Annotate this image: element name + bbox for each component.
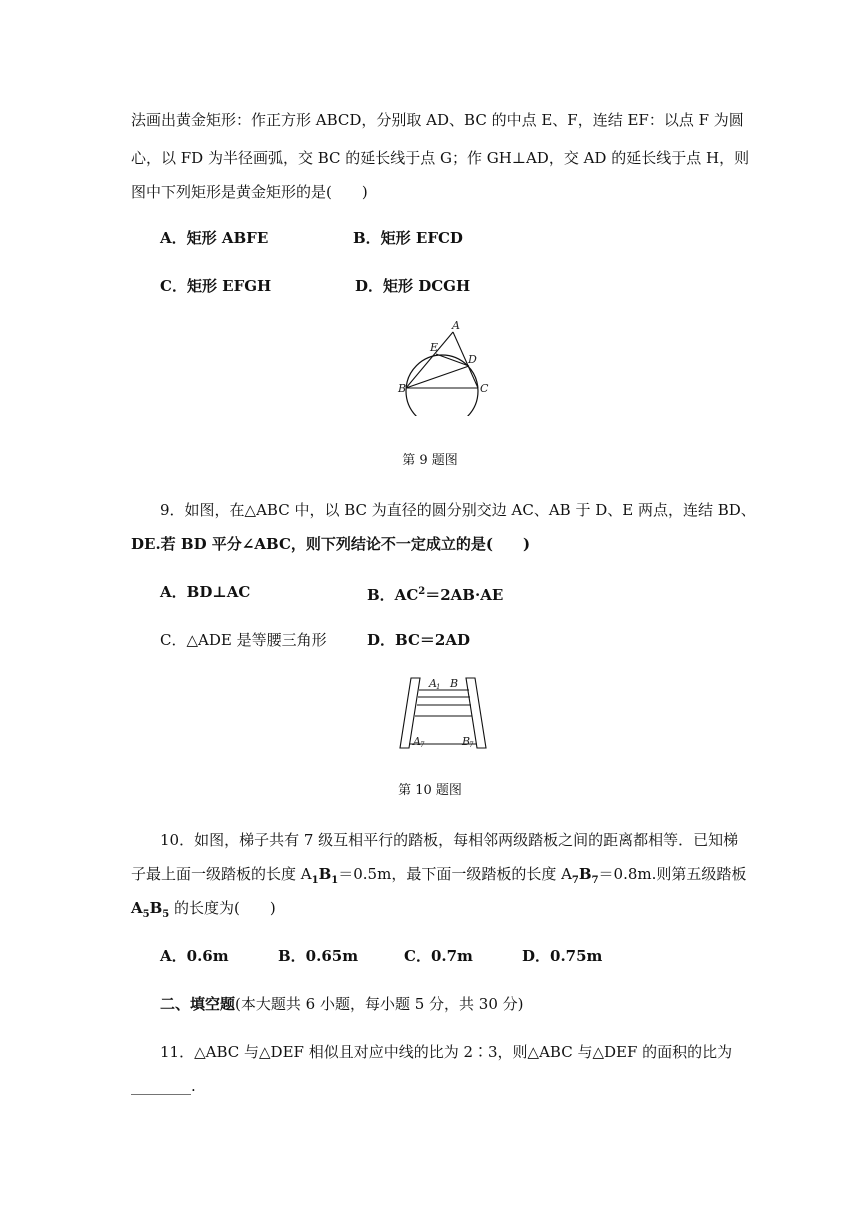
fig10-sub-a7: 7: [420, 741, 425, 749]
figure-10: [398, 676, 490, 754]
q10-option-d: D．0.75m: [522, 947, 603, 965]
fig9-label-b: B: [398, 382, 407, 395]
q10-line-1: 10．如图，梯子共有 7 级互相平行的踏板，每相邻两级踏板之间的距离都相等．已知梯: [160, 831, 739, 849]
fig10-label-a: A: [429, 677, 437, 690]
q11-line-1: 11．△ABC 与△DEF 相似且对应中线的比为 2∶3，则△ABC 与△DEF 的面积的比为: [160, 1043, 733, 1061]
figure-10-caption: 第 10 题图: [398, 783, 462, 798]
fig10-label-b7: B: [462, 735, 471, 748]
q10-line-2: 子最上面一级踏板的长度 $A_1B_1=0.5m$，最下面一级踏板的长度 $A_7B_7=0.8m$.则第五级踏板: [131, 865, 747, 886]
q8-option-a: A．矩形 ABFE: [160, 229, 269, 247]
q9-option-d: D．BC＝2AD: [367, 631, 470, 649]
q9-option-b: B．$AC^2=2AB\cdot AE$: [367, 586, 504, 604]
q9-line-1: 9．如图，在△ABC 中，以 BC 为直径的圆分别交边 AC、AB 于 D、E 两点，连结 BD、: [160, 501, 756, 519]
q9-option-a: A．BD⊥AC: [160, 583, 251, 601]
fig10-sub-b7: 7: [469, 741, 474, 749]
fig9-label-a: A: [452, 319, 460, 332]
q8-option-b: B．矩形 EFCD: [353, 229, 463, 247]
fig9-label-e: E: [430, 341, 439, 354]
fig10-label-b: B: [450, 677, 459, 690]
fig9-label-c: C: [480, 382, 489, 395]
q9-option-c: C．△ADE 是等腰三角形: [160, 631, 327, 649]
fig9-label-d: D: [468, 353, 477, 366]
fig10-label-a7: A: [413, 735, 421, 748]
figure-9-caption: 第 9 题图: [402, 453, 458, 468]
fig10-sub-1: 1: [436, 683, 441, 691]
section-2-heading: 二、填空题(本大题共 6 小题，每小题 5 分，共 30 分): [160, 995, 524, 1013]
q9-line-2: DE.若 BD 平分∠ABC，则下列结论不一定成立的是( ): [131, 535, 531, 553]
q10-option-b: B．0.65m: [278, 947, 359, 965]
q10-option-a: A．0.6m: [160, 947, 229, 965]
q8-line-1: 法画出黄金矩形：作正方形 ABCD，分别取 AD、BC 的中点 E、F，连结 EF：以点 F 为圆: [131, 111, 744, 129]
q8-option-c: C．矩形 EFGH: [160, 277, 272, 295]
q10-line-3: $A_5B_5$ 的长度为( ): [131, 899, 276, 920]
q8-line-2: 心，以 FD 为半径画弧，交 BC 的延长线于点 G；作 GH⊥AD，交 AD 的延长线于点 H，则: [131, 149, 750, 167]
q11-answer-blank: ________.: [131, 1077, 196, 1095]
q10-option-c: C．0.7m: [404, 947, 473, 965]
q8-option-d: D．矩形 DCGH: [355, 277, 471, 295]
figure-9: [396, 316, 496, 416]
q8-line-3: 图中下列矩形是黄金矩形的是( ): [131, 183, 368, 201]
